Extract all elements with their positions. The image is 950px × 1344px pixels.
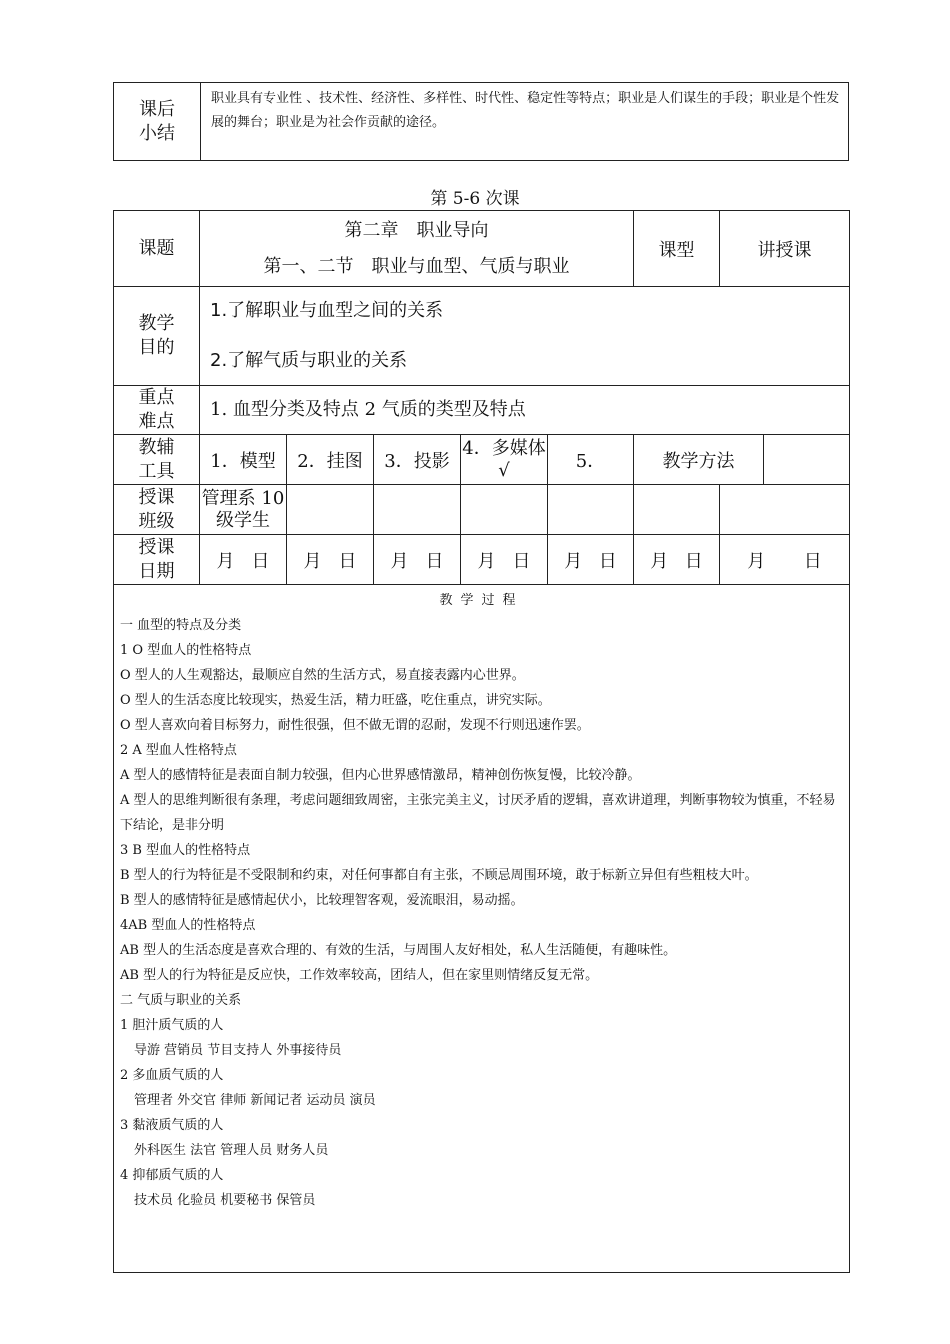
goals-label-2: 目的: [138, 337, 175, 358]
process-line: 1 胆汁质气质的人: [120, 1018, 224, 1033]
date-cell: [287, 535, 374, 585]
day-text: 日: [684, 550, 703, 572]
process-line: 4 抑郁质气质的人: [120, 1168, 224, 1183]
date-cell: [548, 535, 634, 585]
day-text: 日: [803, 550, 822, 572]
tool-item: 2．挂图: [287, 435, 374, 485]
tool-item: 4．多媒体√: [461, 435, 548, 485]
tool-item: 3．投影: [374, 435, 461, 485]
process-line: A 型人的感情特征是表面自制力较强，但内心世界感情激昂，精神创伤恢复慢，比较冷静。: [120, 768, 641, 783]
process-line: 3 B 型血人的性格特点: [120, 843, 251, 858]
process-line: 二 气质与职业的关系: [120, 993, 242, 1008]
month-text: 月: [650, 550, 669, 572]
date-label: [114, 535, 200, 585]
class-label: [114, 485, 200, 535]
summary-text: 职业具有专业性 、技术性、经济性、多样性、时代性、稳定性等特点；职业是人们谋生的手段；职业是个性发展的舞台；职业是为社会作贡献的途径。: [201, 83, 849, 161]
type-label: 课型: [634, 211, 720, 287]
process-line: 4AB 型血人的性格特点: [120, 918, 256, 933]
class-slot: [720, 485, 850, 535]
process-line: O 型人的人生观豁达，最顺应自然的生活方式，易直接表露内心世界。: [120, 668, 525, 683]
class-slot: [374, 485, 461, 535]
process-cell: [114, 585, 850, 1273]
process-line: 技术员 化验员 机要秘书 保管员: [134, 1193, 316, 1208]
process-line: 2 多血质气质的人: [120, 1068, 224, 1083]
process-line: AB 型人的生活态度是喜欢合理的、有效的生活，与周围人友好相处，私人生活随便，有趣味性。: [120, 943, 677, 958]
keypoints-text: 1. 血型分类及特点 2 气质的类型及特点: [200, 386, 850, 435]
topic-line-2: 第一、二节 职业与血型、气质与职业: [263, 255, 570, 277]
process-line: B 型人的感情特征是感情起伏小，比较理智客观，爱流眼泪，易动摇。: [120, 893, 524, 908]
summary-label: [114, 83, 201, 161]
month-text: 月: [747, 550, 766, 572]
lesson-table: [113, 210, 850, 1273]
month-text: 月: [303, 550, 322, 572]
class-first: 管理系 10 级学生: [200, 485, 287, 535]
day-text: 日: [512, 550, 531, 572]
keypoints-label: [114, 386, 200, 435]
day-text: 日: [425, 550, 444, 572]
date-cell: [200, 535, 287, 585]
class-label-2: 班级: [138, 510, 175, 532]
tools-label: [114, 435, 200, 485]
date-label-1: 授课: [138, 536, 175, 558]
process-line: O 型人的生活态度比较现实，热爱生活，精力旺盛，吃住重点，讲究实际。: [120, 693, 551, 708]
method-label: 教学方法: [634, 435, 764, 485]
process-line: 3 黏液质气质的人: [120, 1118, 224, 1133]
method-value: [764, 435, 850, 485]
process-line: 外科医生 法官 管理人员 财务人员: [134, 1143, 329, 1158]
goal-item: 2.了解气质与职业的关系: [210, 350, 408, 371]
class-slot: [634, 485, 720, 535]
topic-label: 课题: [114, 211, 200, 287]
summary-table: [113, 82, 849, 161]
tool-item: 5．: [548, 435, 634, 485]
class-label-1: 授课: [138, 486, 175, 508]
process-line: A 型人的思维判断很有条理，考虑问题细致周密，主张完美主义，讨厌矛盾的逻辑，喜欢讲道理，判断事物较为慎重，不轻易下结论，是非分明: [120, 793, 836, 833]
goal-item: 1.了解职业与血型之间的关系: [210, 300, 444, 321]
day-text: 日: [598, 550, 617, 572]
day-text: 日: [338, 550, 357, 572]
keypoints-label-2: 难点: [138, 411, 175, 432]
process-line: B 型人的行为特征是不受限制和约束，对任何事都自有主张，不顾忌周围环境，敢于标新立异但有些粗枝大叶。: [120, 868, 758, 883]
date-label-2: 日期: [138, 560, 175, 582]
month-text: 月: [564, 550, 583, 572]
type-value: 讲授课: [720, 211, 850, 287]
goals-label-1: 教学: [138, 313, 175, 334]
month-text: 月: [390, 550, 409, 572]
date-cell: [461, 535, 548, 585]
summary-label-2: 小结: [139, 122, 175, 144]
tools-label-2: 工具: [138, 460, 175, 482]
process-line: O 型人喜欢向着目标努力，耐性很强，但不做无谓的忍耐，发现不行则迅速作罢。: [120, 718, 590, 733]
process-line: 导游 营销员 节目支持人 外事接待员: [134, 1043, 342, 1058]
month-text: 月: [477, 550, 496, 572]
goals-label: [114, 287, 200, 386]
date-cell: [374, 535, 461, 585]
topic-line-1: 第二章 职业导向: [344, 219, 489, 241]
process-line: 管理者 外交官 律师 新闻记者 运动员 演员: [134, 1093, 376, 1108]
goals-cell: [200, 287, 850, 386]
class-slot: [548, 485, 634, 535]
month-text: 月: [216, 550, 235, 572]
process-line: AB 型人的行为特征是反应快，工作效率较高，团结人，但在家里则情绪反复无常。: [120, 968, 599, 983]
tools-label-1: 教辅: [138, 436, 175, 458]
date-cell: [720, 535, 850, 585]
process-heading: 教学过程: [439, 593, 524, 608]
lesson-title: 第 5-6 次课: [430, 189, 520, 209]
date-cell: [634, 535, 720, 585]
summary-label-1: 课后: [139, 98, 175, 120]
class-slot: [461, 485, 548, 535]
process-line: 2 A 型血人性格特点: [120, 743, 237, 758]
process-line: 一 血型的特点及分类: [120, 618, 242, 633]
day-text: 日: [251, 550, 270, 572]
tool-item: 1．模型: [200, 435, 287, 485]
keypoints-label-1: 重点: [138, 387, 175, 408]
class-slot: [287, 485, 374, 535]
topic-cell: [200, 211, 634, 287]
process-line: 1 O 型血人的性格特点: [120, 643, 252, 658]
